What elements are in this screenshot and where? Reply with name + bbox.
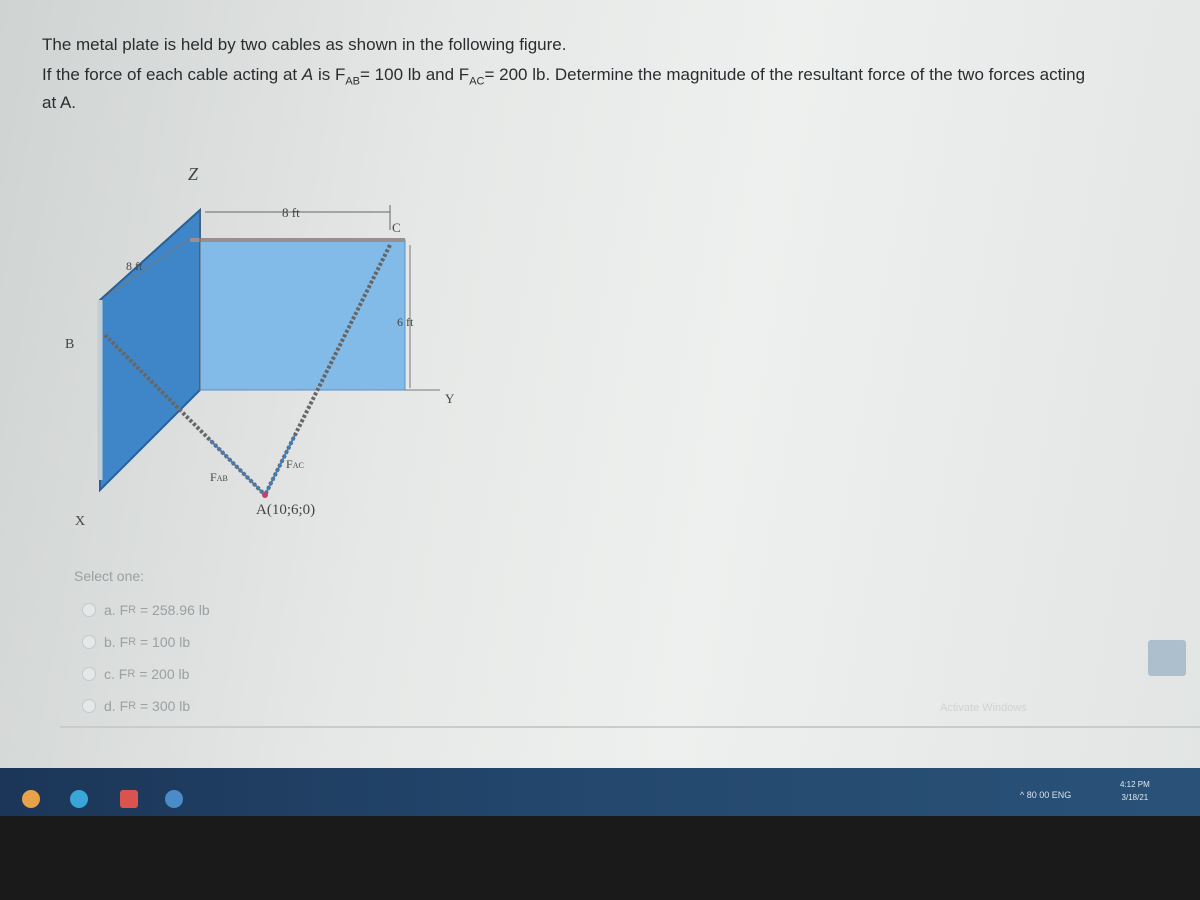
dim-top-label: 8 ft [282,205,300,220]
option-a[interactable]: a. F R = 258.96 lb [74,594,210,626]
acrobat-icon[interactable] [120,790,138,808]
question-line-1: The metal plate is held by two cables as shown in the following figure. [42,35,567,54]
question-line-2: If the force of each cable acting at A is $F_{AB}= 100$ lb and $F_{AC}= 200$ lb. Determine the magnitude of the resultant force of the two forces acting [42,65,1086,88]
y-label: Y [445,391,455,406]
content-border [60,726,1200,728]
dim-left-label: 8 ft [126,259,143,273]
c-label: C [392,220,401,235]
app-icon[interactable] [165,790,183,808]
radio-c[interactable] [82,667,96,681]
z-label: Z [188,164,199,184]
radio-a[interactable] [82,603,96,617]
clock[interactable]: 4:12 PM 3/18/21 [1120,780,1150,802]
chrome-icon[interactable] [70,790,88,808]
select-one-label: Select one: [74,568,145,584]
arrow-fab [210,440,265,495]
option-c[interactable]: c. F R = 200 lb [74,658,210,690]
fab-label: FAB [210,470,228,484]
answer-options [74,568,210,722]
b-label: B [65,337,75,352]
left-plate [100,210,200,490]
point-a-label: A(10;6;0) [256,502,316,518]
question-line-3: at A. [42,93,77,113]
system-tray[interactable]: ^ 80 00 ENG [1020,790,1072,800]
plate-figure [60,150,480,530]
dim-right-label: 6 ft [397,315,414,329]
browser-icon[interactable] [22,790,40,808]
point-a-marker [262,492,268,498]
question-text [42,34,1182,114]
x-label: X [75,514,86,529]
radio-b[interactable] [82,635,96,649]
activate-windows-watermark: Activate Windows [940,702,1027,714]
option-b[interactable]: b. F R = 100 lb [74,626,210,658]
back-plate [200,240,405,390]
option-d[interactable]: d. F R = 300 lb [74,690,210,722]
radio-d[interactable] [82,699,96,713]
side-button[interactable] [1148,640,1186,676]
fac-label: FAC [286,457,304,471]
